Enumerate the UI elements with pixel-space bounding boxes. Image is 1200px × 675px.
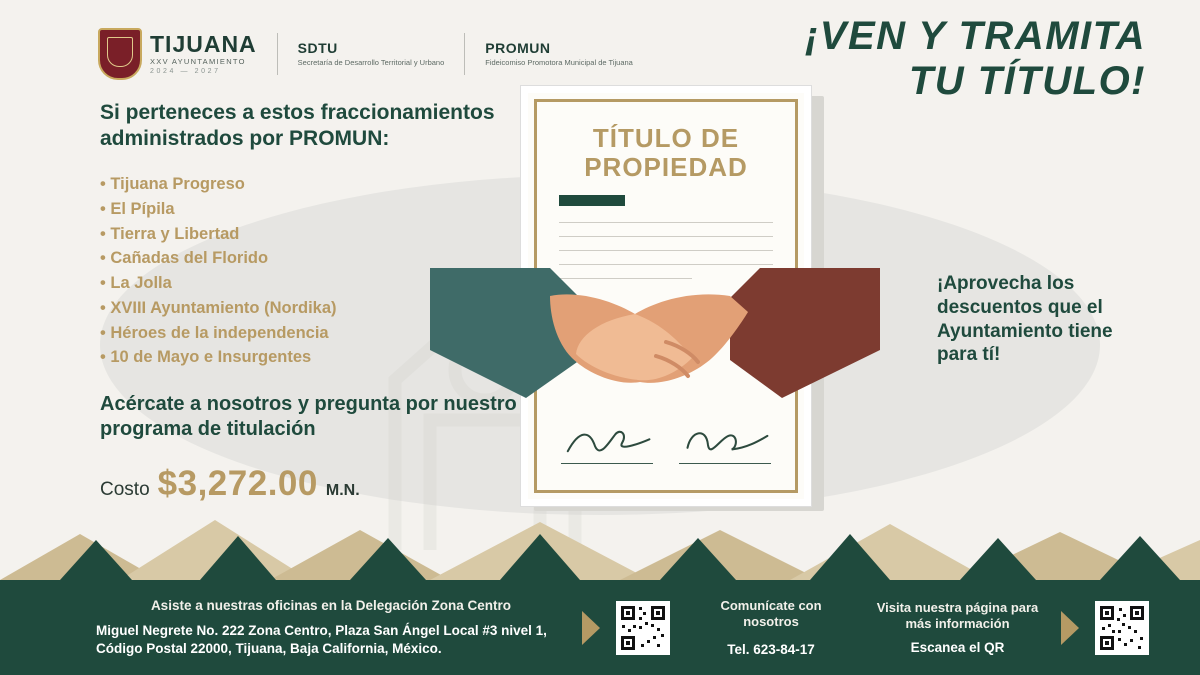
price-label: Costo [100,479,150,501]
web-title: Visita nuestra página para más información [876,599,1039,631]
signature-left [561,424,653,464]
coat-of-arms-icon [98,28,142,80]
headline [805,16,1146,102]
contact-phone[interactable]: Tel. 623-84-17 [727,642,815,658]
qr-code-website[interactable] [1095,601,1149,655]
divider [277,33,278,75]
list-item: • Tijuana Progreso [100,172,530,197]
discount-note: ¡Aprovecha los descuentos que el Ayuntamiento tiene para tí! [937,273,1113,366]
list-item: • XVIII Ayuntamiento (Nordika) [100,296,530,321]
price-currency: M.N. [325,482,360,500]
signature-zone [561,424,771,464]
intro-text: Si perteneces a estos fraccionamientos administrados por PROMUN: [100,101,495,151]
web-action: Escanea el QR [910,640,1005,656]
office-line: Asiste a nuestras oficinas en la Delegación Zona Centro [150,597,512,613]
footer-address-block [96,598,566,657]
call-to-action: Acércate a nosotros y pregunta por nuestro programa de titulación [100,393,517,441]
city-logo [98,28,257,80]
org-sdtu [298,40,445,68]
footer-web-block [870,600,1045,656]
org-promun-name: PROMUN [485,40,551,57]
qr-code-icon [619,604,667,652]
list-item: • La Jolla [100,271,530,296]
price-row [100,464,530,504]
org-promun [485,40,633,68]
certificate-stamp [559,195,625,206]
city-administration: XXV AYUNTAMIENTO [150,57,246,67]
certificate-title-line-1: TÍTULO DE [592,123,740,153]
city-term: 2024 — 2027 [150,67,221,75]
arrow-right-icon [582,611,600,645]
signature-right [679,424,771,464]
city-wordmark [150,33,257,75]
signature-icon [679,424,773,458]
certificate-title-line-2: PROPIEDAD [584,151,748,182]
org-sdtu-desc: Secretaría de Desarrollo Territorial y Urbano [297,58,445,68]
org-promun-desc: Fideicomiso Promotora Municipal de Tijuana [485,58,633,68]
price-amount: $3,272.00 [157,464,318,504]
org-sdtu-name: SDTU [297,40,338,57]
list-item: • Tierra y Libertad [100,222,530,247]
headline-line-1: ¡VEN Y TRAMITA [804,14,1146,58]
mountain-band [0,500,1200,580]
list-item: • 10 de Mayo e Insurgentes [100,345,530,370]
handshake-illustration [430,250,880,410]
contact-title: Comunícate con nosotros [720,597,822,629]
qr-code-icon [1098,604,1146,652]
footer-contact-block [696,598,846,658]
list-item: • Héroes de la independencia [100,321,530,346]
headline-line-2: TU TÍTULO! [908,58,1146,103]
footer [0,580,1200,675]
qr-code-contact[interactable] [616,601,670,655]
city-name: TIJUANA [150,31,257,58]
divider [464,33,465,75]
signature-icon [561,424,655,458]
list-item: • Cañadas del Florido [100,246,530,271]
arrow-right-icon [1061,611,1079,645]
list-item: • El Pípila [100,197,530,222]
address-line: Miguel Negrete No. 222 Zona Centro, Plaza San Ángel Local #3 nivel 1, Código Postal 22000, Tijuana, Baja California, México. [96,622,547,656]
